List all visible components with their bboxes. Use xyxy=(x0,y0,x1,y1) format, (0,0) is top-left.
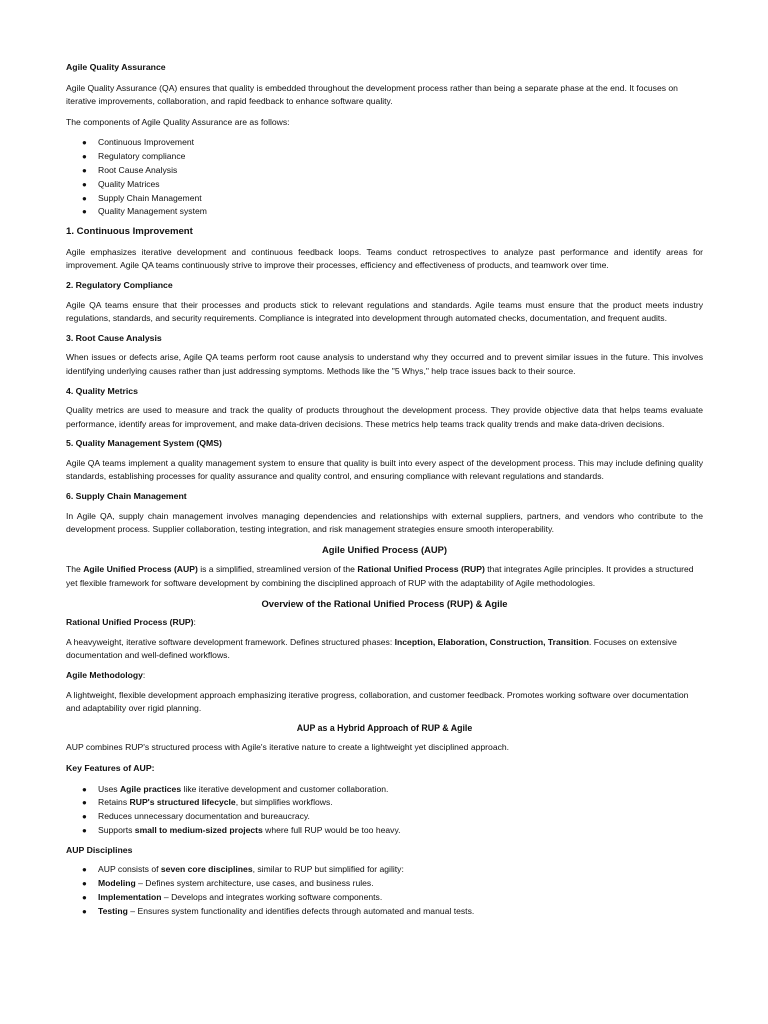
agile-label: Agile Methodology: xyxy=(66,670,146,680)
list-item: ● Supports small to medium-sized projects where full RUP would be too heavy. xyxy=(66,824,703,838)
list-item: ● Root Cause Analysis xyxy=(66,164,703,178)
list-item: ● Testing – Ensures system functionality and identifies defects through automated and manual tests. xyxy=(66,905,703,919)
bullet-icon: ● xyxy=(82,825,87,835)
section-body: Agile emphasizes iterative development and continuous feedback loops. Teams conduct retrospectives to analyze past performance and identify areas for improvement. Agile QA teams continuously strive to improve their processes, efficiency and effectiveness of products, and teamwork over time. xyxy=(66,246,703,271)
section-heading: 1. Continuous Improvement xyxy=(66,226,193,238)
overview-title: Overview of the Rational Unified Process (RUP) & Agile xyxy=(261,597,508,609)
aup-title: Agile Unified Process (AUP) xyxy=(321,543,448,555)
bullet-icon: ● xyxy=(82,798,87,808)
intro-paragraph: Agile Quality Assurance (QA) ensures that quality is embedded throughout the development process rather than being a separate phase at the end. It focuses on iterative improvements, collaboration, and rapid feedback to enhance software quality. xyxy=(66,82,678,107)
bullet-icon: ● xyxy=(82,138,87,148)
features-list xyxy=(66,783,703,838)
bullet-icon: ● xyxy=(82,784,87,794)
components-list xyxy=(66,136,703,219)
list-item: ● Retains RUP's structured lifecycle, but simplifies workflows. xyxy=(66,796,703,810)
bullet-icon: ● xyxy=(82,812,87,822)
hybrid-body: AUP combines RUP's structured process with Agile's iterative nature to create a lightweight yet disciplined approach. xyxy=(66,742,510,753)
bullet-icon: ● xyxy=(82,207,87,217)
section-body: In Agile QA, supply chain management involves managing dependencies and relationships with external suppliers, partners, and vendors who contribute to the development process. Supplier collaboration, testing integration, and risk management strategies ensure smooth interoperability. xyxy=(66,510,703,535)
bullet-icon: ● xyxy=(82,193,87,203)
list-item: ● Modeling – Defines system architecture, use cases, and business rules. xyxy=(66,877,703,891)
list-item: ● Quality Management system xyxy=(66,205,703,219)
list-item: ● Supply Chain Management xyxy=(66,192,703,206)
section-body: Agile QA teams implement a quality management system to ensure that quality is built into every aspect of the development process. This may include defining quality standards, establishing processes for quality assurance and quality control, and ensuring compliance with relevant regulations and standards. xyxy=(66,457,703,482)
key-features-label: Key Features of AUP: xyxy=(66,762,155,773)
section-heading: 5. Quality Management System (QMS) xyxy=(66,438,222,449)
section-body: When issues or defects arise, Agile QA teams perform root cause analysis to understand why they occurred and to prevent similar issues in the future. This involves identifying underlying causes rather than just addressing symptoms. Methods like the "5 Whys," help trace issues back to their source. xyxy=(66,352,703,376)
document-title: Agile Quality Assurance xyxy=(66,62,166,72)
agile-body: A lightweight, flexible development approach emphasizing iterative progress, collaboration, and customer feedback. Promotes working software over documentation and adaptability over rigid planning. xyxy=(66,689,689,714)
bullet-icon: ● xyxy=(82,179,87,189)
list-item: ● Implementation – Develops and integrates working software components. xyxy=(66,891,703,905)
list-item: ● Quality Matrices xyxy=(66,178,703,192)
aup-intro: The Agile Unified Process (AUP) is a simplified, streamlined version of the Rational Unified Process (RUP) that integrates Agile principles. It provides a structured yet flexible framework for software development by combining the disciplined approach of RUP with the adaptability of Agile methodologies. xyxy=(66,564,694,589)
section-heading: 3. Root Cause Analysis xyxy=(66,332,162,343)
bullet-icon: ● xyxy=(82,165,87,175)
disciplines-label: AUP Disciplines xyxy=(66,844,133,855)
rup-body: A heavyweight, iterative software development framework. Defines structured phases: Inception, Elaboration, Construction, Transition. Focuses on extensive documentation and well-defined workflows. xyxy=(66,636,677,661)
rup-label: Rational Unified Process (RUP): xyxy=(66,617,196,628)
section-heading: 2. Regulatory Compliance xyxy=(66,279,173,290)
bullet-icon: ● xyxy=(82,865,87,875)
document-page xyxy=(66,61,703,919)
disciplines-list xyxy=(66,863,703,918)
list-item: ● Regulatory compliance xyxy=(66,150,703,164)
list-item: ● AUP consists of seven core disciplines, similar to RUP but simplified for agility: xyxy=(66,863,703,877)
list-item: ● Reduces unnecessary documentation and bureaucracy. xyxy=(66,810,703,824)
section-heading: 6. Supply Chain Management xyxy=(66,491,187,502)
list-item: ● Uses Agile practices like iterative development and customer collaboration. xyxy=(66,783,703,797)
bullet-icon: ● xyxy=(82,879,87,889)
list-item: ● Continuous Improvement xyxy=(66,136,703,150)
bullet-icon: ● xyxy=(82,892,87,902)
hybrid-title: AUP as a Hybrid Approach of RUP & Agile xyxy=(296,722,473,733)
section-body: Quality metrics are used to measure and track the quality of products throughout the development process. They provide objective data that helps teams evaluate performance, identify areas for improvement, and make data-driven decisions. These metrics help teams track quality trends and make data-driven decisions. xyxy=(66,405,703,429)
bullet-icon: ● xyxy=(82,152,87,162)
section-body: Agile QA teams ensure that their processes and products stick to relevant regulations and standards. Agile teams must ensure that the product meets industry regulations, standards, and security requirements. Compliance is integrated into development through automated checks, documentation, and frequent audits. xyxy=(66,299,703,324)
bullet-icon: ● xyxy=(82,906,87,916)
section-heading: 4. Quality Metrics xyxy=(66,385,138,396)
components-lead: The components of Agile Quality Assurance are as follows: xyxy=(66,116,290,127)
